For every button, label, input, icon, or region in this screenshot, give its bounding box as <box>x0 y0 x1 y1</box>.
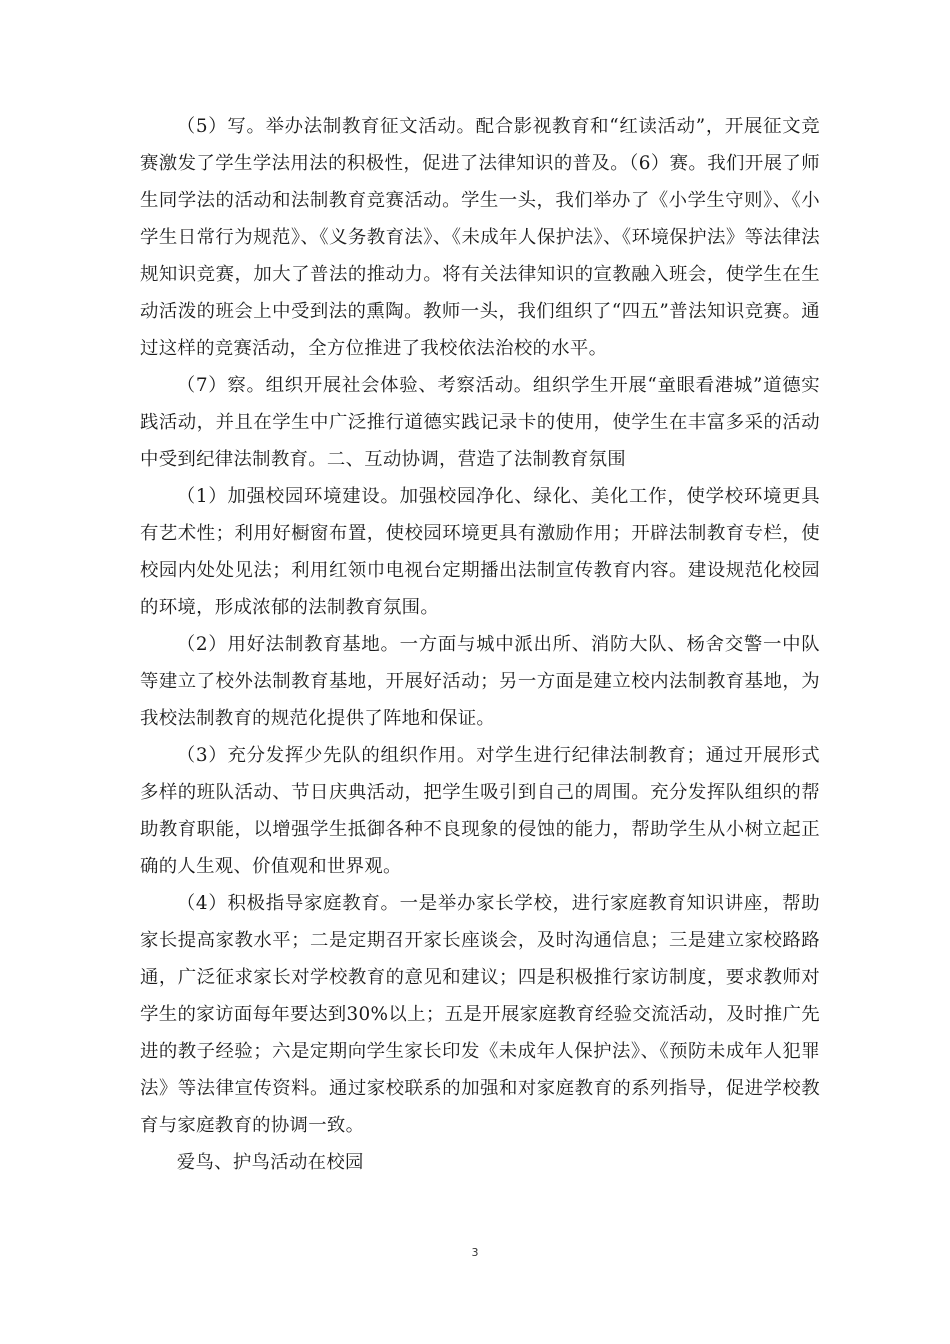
paragraph-family-education: （4）积极指导家庭教育。一是举办家长学校，进行家庭教育知识讲座，帮助家长提高家教水平；二是定期召开家长座谈会，及时沟通信息；三是建立家校路路通，广泛征求家长对学校教育的意见和建议；四是积极推行家访制度，要求教师对学生的家访面每年要达到30%以上；五是开展家庭教育经验交流活动，及时推广先进的教子经验；六是定期向学生家长印发《未成年人保护法》、《预防未成年人犯罪法》等法律宣传资料。通过家校联系的加强和对家庭教育的系列指导，促进学校教育与家庭教育的协调一致。 <box>140 893 820 1136</box>
paragraph-writing-and-contests: （5）写。举办法制教育征文活动。配合影视教育和“红读活动”，开展征文竞赛激发了学生学法用法的积极性，促进了法律知识的普及。（6）赛。我们开展了师生同学法的活动和法制教育竞赛活动。学生一头，我们举办了《小学生守则》、《小学生日常行为规范》、《义务教育法》、《未成年人保护法》、《环境保护法》等法律法规知识竞赛，加大了普法的推动力。将有关法律知识的宣教融入班会，使学生在生动活泼的班会上中受到法的熏陶。教师一头，我们组织了“四五”普法知识竞赛。通过这样的竞赛活动，全方位推进了我校依法治校的水平。 <box>140 116 820 359</box>
document-body <box>140 108 820 1181</box>
paragraph-education-base: （2）用好法制教育基地。一方面与城中派出所、消防大队、杨舍交警一中队等建立了校外法制教育基地，开展好活动；另一方面是建立校内法制教育基地，为我校法制教育的规范化提供了阵地和保证。 <box>140 634 820 729</box>
paragraph-campus-environment: （1）加强校园环境建设。加强校园净化、绿化、美化工作，使学校环境更具有艺术性；利用好橱窗布置，使校园环境更具有激励作用；开辟法制教育专栏，使校园内处处见法；利用红领巾电视台定期播出法制宣传教育内容。建设规范化校园的环境，形成浓郁的法制教育氛围。 <box>140 486 820 618</box>
paragraph-young-pioneers: （3）充分发挥少先队的组织作用。对学生进行纪律法制教育；通过开展形式多样的班队活动、节日庆典活动，把学生吸引到自己的周围。充分发挥队组织的帮助教育职能，以增强学生抵御各种不良现象的侵蚀的能力，帮助学生从小树立起正确的人生观、价值观和世界观。 <box>140 745 820 877</box>
paragraph-bird-protection-heading: 爱鸟、护鸟活动在校园 <box>176 1152 364 1173</box>
paragraph-social-practice: （7）察。组织开展社会体验、考察活动。组织学生开展“童眼看港城”道德实践活动，并且在学生中广泛推行道德实践记录卡的使用，使学生在丰富多采的活动中受到纪律法制教育。二、互动协调，营造了法制教育氛围 <box>140 375 820 470</box>
page-number: 3 <box>471 1246 479 1259</box>
